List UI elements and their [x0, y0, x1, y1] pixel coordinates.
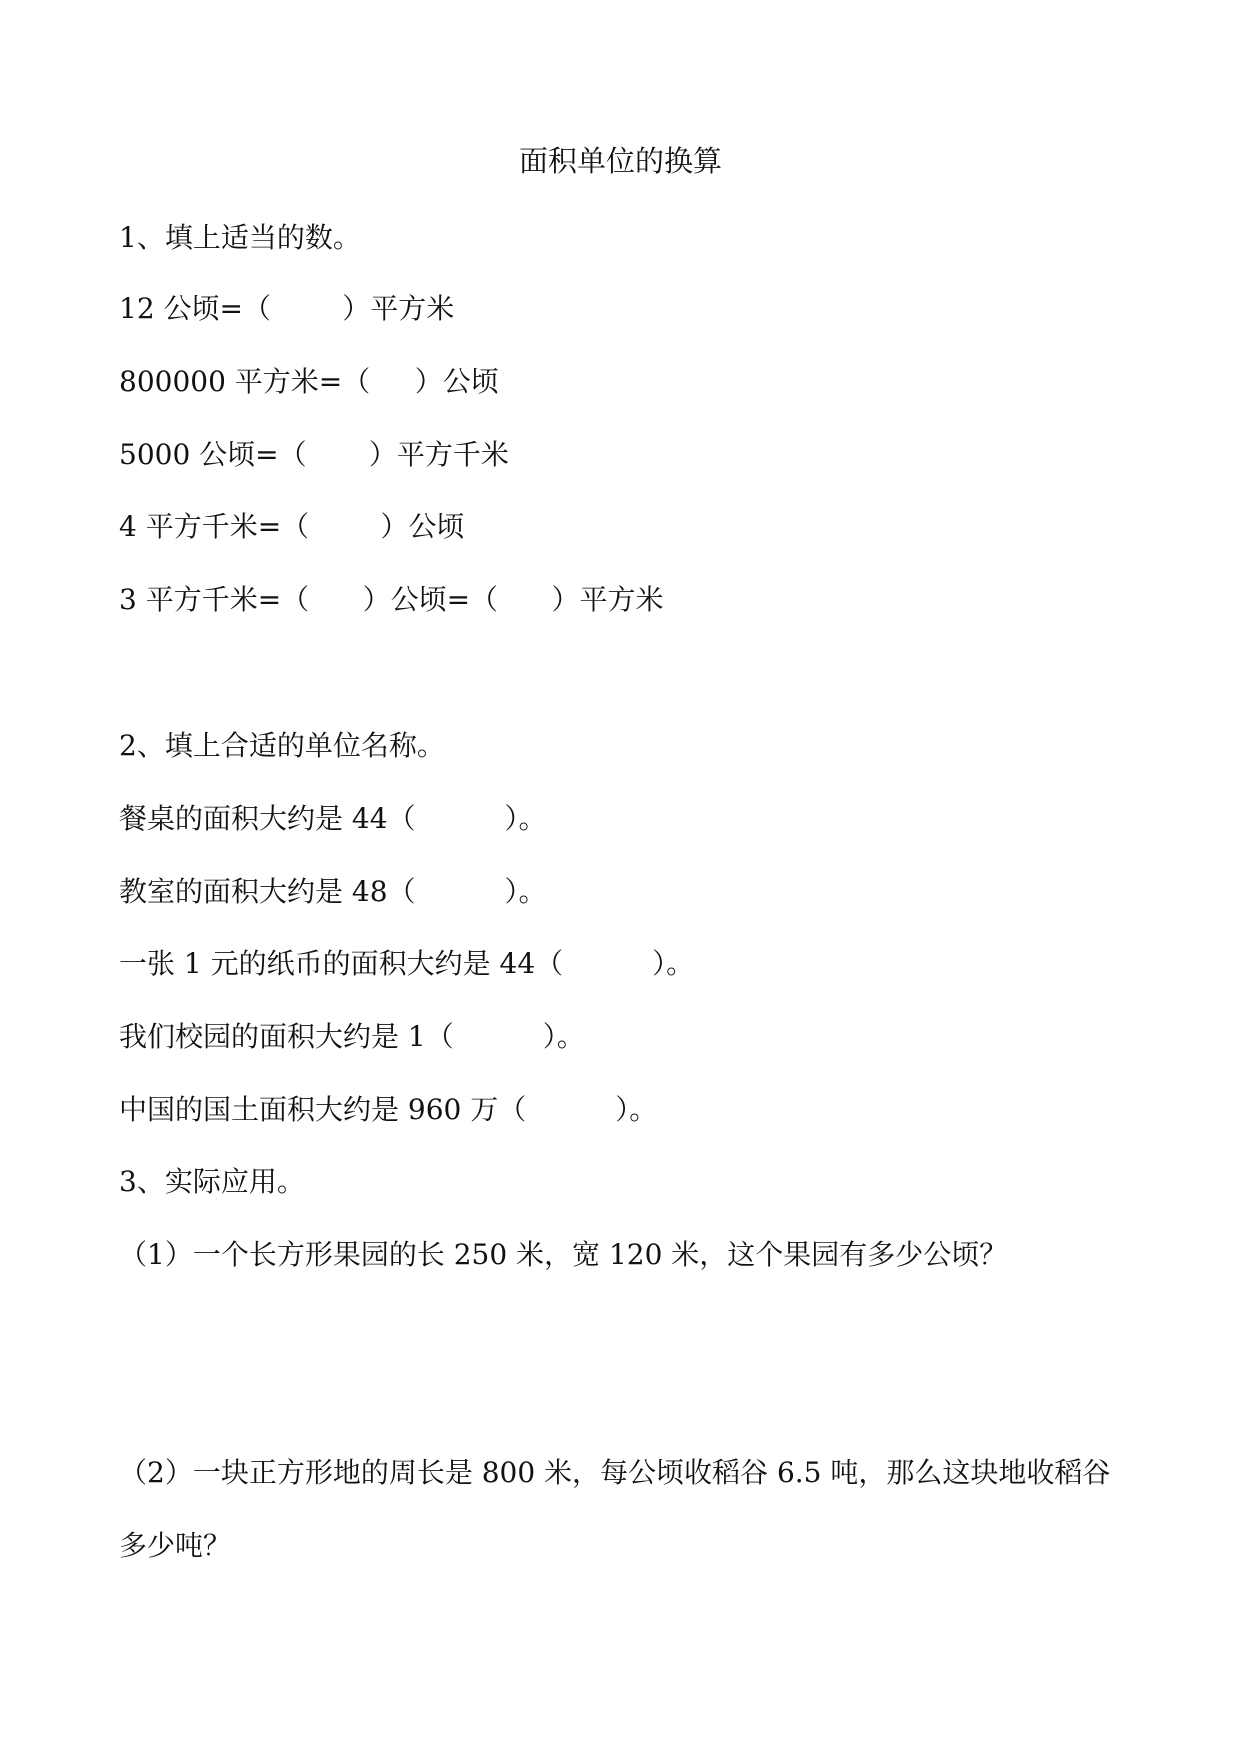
question-item: 800000 平方米=（ ）公顷 [119, 365, 499, 398]
section-heading: 2、填上合适的单位名称。 [119, 729, 445, 762]
question-item: 3 平方千米=（ ）公顷=（ ）平方米 [119, 583, 664, 616]
question-item: 中国的国土面积大约是 960 万（ ）。 [119, 1093, 658, 1126]
section-heading: 3、实际应用。 [119, 1165, 305, 1198]
question-item: 一张 1 元的纸币的面积大约是 44（ ）。 [119, 947, 695, 980]
question-item: （2）一块正方形地的周长是 800 米，每公顷收稻谷 6.5 吨，那么这块地收稻谷 [119, 1456, 1111, 1489]
question-item: 餐桌的面积大约是 44（ ）。 [119, 802, 547, 835]
question-item: 4 平方千米=（ ）公顷 [119, 510, 465, 543]
question-item: 5000 公顷=（ ）平方千米 [119, 438, 509, 471]
page-title: 面积单位的换算 [518, 144, 722, 178]
question-item-continued: 多少吨？ [119, 1529, 232, 1562]
question-item: （1）一个长方形果园的长 250 米，宽 120 米，这个果园有多少公顷？ [119, 1238, 1008, 1271]
question-item: 12 公顷=（ ）平方米 [119, 292, 455, 325]
section-heading: 1、填上适当的数。 [119, 221, 361, 254]
question-item: 教室的面积大约是 48（ ）。 [119, 875, 547, 908]
question-item: 我们校园的面积大约是 1（ ）。 [119, 1020, 585, 1053]
